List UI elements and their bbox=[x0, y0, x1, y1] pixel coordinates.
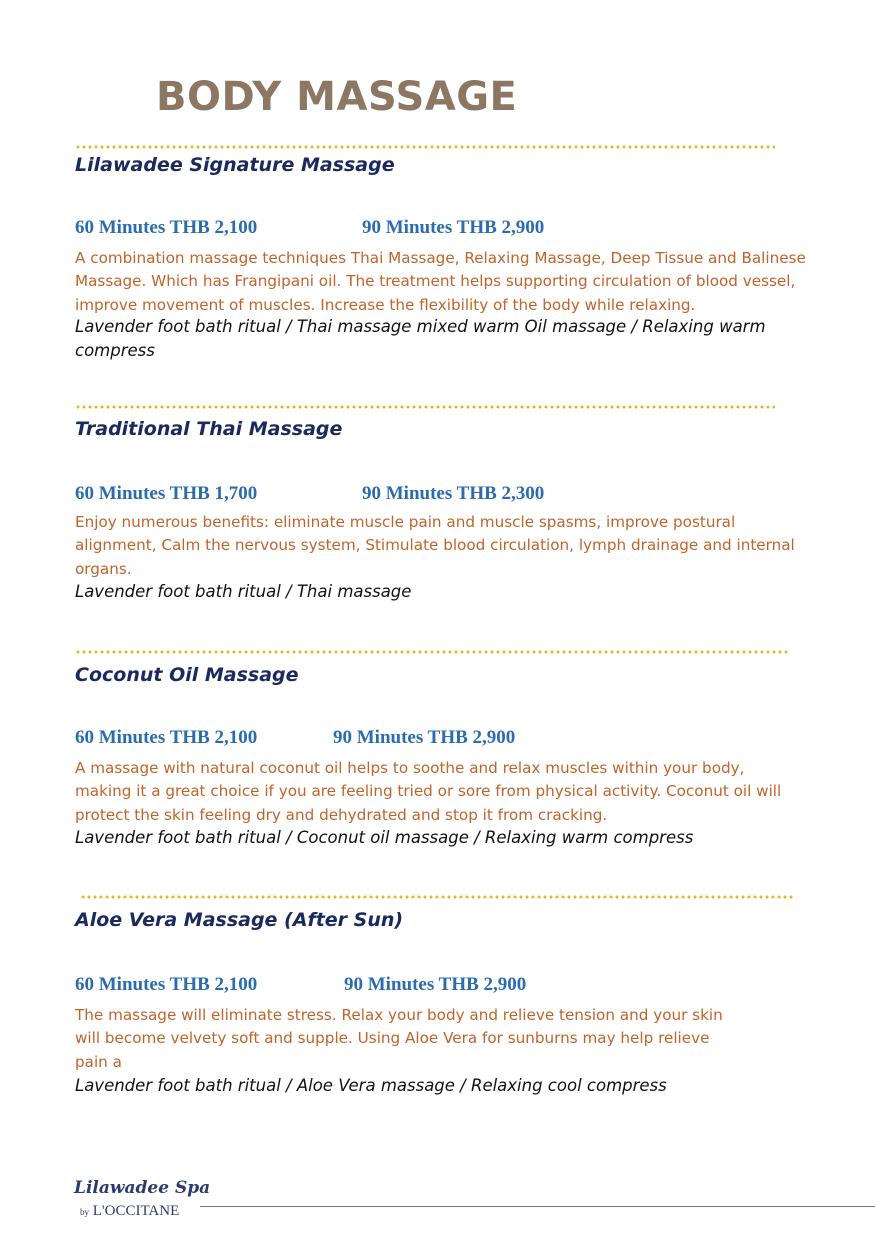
description-line: A massage with natural coconut oil helps to soothe and relax muscles within your body, bbox=[75, 759, 745, 777]
ritual-line: Lavender foot bath ritual / Thai massage mixed warm Oil massage / Relaxing warm bbox=[75, 317, 766, 336]
price-90-min: 90 Minutes THB 2,900 bbox=[362, 217, 545, 238]
description-line: improve movement of muscles. Increase the flexibility of the body while relaxing. bbox=[75, 295, 696, 314]
dotted-divider bbox=[75, 145, 775, 149]
spa-logo-name: Lilawadee Spa bbox=[74, 1178, 211, 1198]
ritual-line: compress bbox=[75, 341, 155, 360]
description-line: alignment, Calm the nervous system, Stimulate blood circulation, lymph drainage and internal bbox=[75, 536, 795, 555]
ritual-line: Lavender foot bath ritual / Coconut oil massage / Relaxing warm compress bbox=[75, 828, 694, 847]
description-line: protect the skin feeling dry and dehydrated and stop it from cracking. bbox=[75, 805, 608, 824]
description-line: The massage will eliminate stress. Relax your body and relieve tension and your skin bbox=[75, 1006, 723, 1024]
description-line: A combination massage techniques Thai Massage, Relaxing Massage, Deep Tissue and Balinese bbox=[75, 249, 806, 267]
service-ritual bbox=[75, 1074, 667, 1098]
service-description bbox=[75, 757, 781, 827]
description-line: will become velvety soft and supple. Using Aloe Vera for sunburns may help relieve bbox=[75, 1029, 710, 1048]
page-title: BODY MASSAGE bbox=[156, 74, 518, 120]
description-line: Massage. Which has Frangipani oil. The treatment helps supporting circulation of blood vessel, bbox=[75, 272, 796, 291]
dotted-divider bbox=[80, 895, 795, 899]
logo-brand-text: L'OCCITANE bbox=[92, 1203, 180, 1219]
service-title: Aloe Vera Massage (After Sun) bbox=[75, 909, 404, 931]
service-description bbox=[75, 1004, 723, 1074]
price-60-min: 60 Minutes THB 1,700 bbox=[75, 483, 258, 504]
price-60-min: 60 Minutes THB 2,100 bbox=[75, 217, 258, 238]
service-title: Traditional Thai Massage bbox=[75, 418, 343, 440]
ritual-line: Lavender foot bath ritual / Aloe Vera massage / Relaxing cool compress bbox=[75, 1076, 667, 1095]
price-60-min: 60 Minutes THB 2,100 bbox=[75, 974, 258, 995]
dotted-divider bbox=[75, 405, 775, 409]
service-ritual bbox=[75, 826, 693, 850]
description-line: Enjoy numerous benefits: eliminate muscle pain and muscle spasms, improve postural bbox=[75, 513, 736, 531]
price-60-min: 60 Minutes THB 2,100 bbox=[75, 727, 258, 748]
description-line: organs. bbox=[75, 559, 132, 578]
price-90-min: 90 Minutes THB 2,900 bbox=[333, 727, 516, 748]
service-ritual bbox=[75, 315, 766, 363]
ritual-line: Lavender foot bath ritual / Thai massage bbox=[75, 582, 412, 601]
dotted-divider bbox=[75, 650, 790, 654]
service-description bbox=[75, 247, 806, 317]
footer-rule bbox=[200, 1206, 875, 1207]
description-line: pain a bbox=[75, 1052, 122, 1071]
service-description bbox=[75, 511, 795, 581]
spa-logo-brand bbox=[80, 1203, 179, 1220]
service-title: Coconut Oil Massage bbox=[75, 664, 299, 686]
description-line: making it a great choice if you are feeling tried or sore from physical activity. Coconut oil will bbox=[75, 782, 782, 801]
service-ritual bbox=[75, 580, 411, 604]
logo-by-text: by bbox=[80, 1207, 89, 1217]
price-90-min: 90 Minutes THB 2,300 bbox=[362, 483, 545, 504]
price-90-min: 90 Minutes THB 2,900 bbox=[344, 974, 527, 995]
service-title: Lilawadee Signature Massage bbox=[75, 154, 395, 176]
